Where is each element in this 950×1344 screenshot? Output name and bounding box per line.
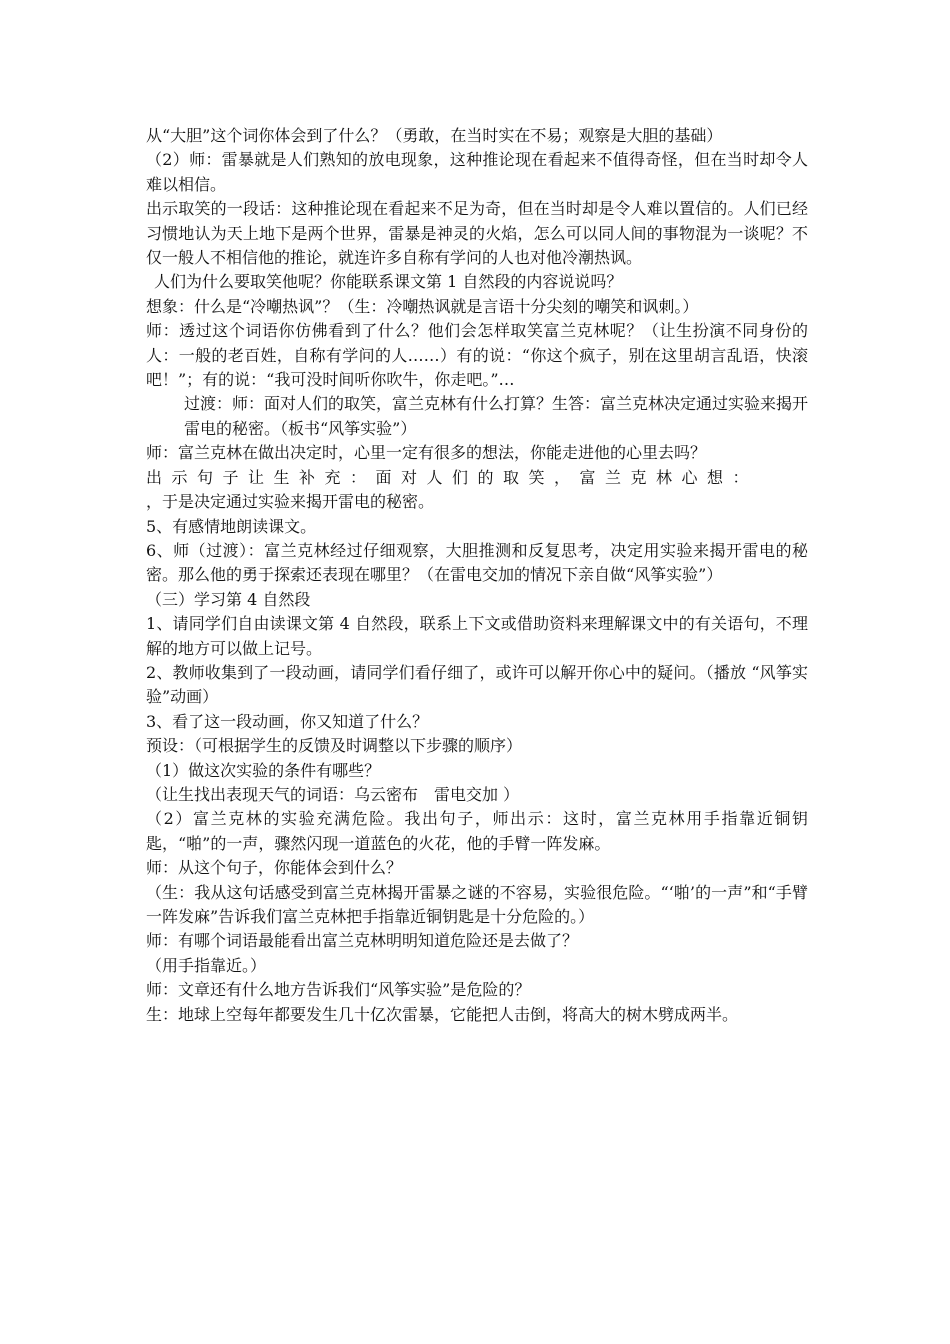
list-item: 3、看了这一段动画，你又知道了什么？	[146, 711, 429, 731]
paragraph: （生：我从这句话感受到富兰克林揭开雷暴之谜的不容易，实验很危险。“‘啪’的一声”和“手臂一阵发麻”告诉我们富兰克林把手指靠近铜钥匙是十分危险的。）	[146, 882, 808, 926]
paragraph: （1）做这次实验的条件有哪些？	[146, 760, 381, 780]
paragraph: 师：文章还有什么地方告诉我们“风筝实验”是危险的？	[146, 980, 531, 1000]
paragraph: （用手指靠近。）	[146, 955, 267, 975]
list-item: 2、教师收集到了一段动画，请同学们看仔细了，或许可以解开你心中的疑问。（播放 “风筝实验”动画）	[146, 662, 808, 707]
fill-in-prompt: 出示句子让生补充：面对人们的取笑，富兰克林心想：	[146, 467, 759, 487]
paragraph: 人们为什么要取笑他呢？你能联系课文第 1 自然段的内容说说吗？	[154, 272, 623, 292]
paragraph: （2）师：雷暴就是人们熟知的放电现象，这种推论现在看起来不值得奇怪，但在当时却令人难以相信。	[146, 150, 808, 194]
paragraph: 从“大胆”这个词你体会到了什么？（勇敢，在当时实在不易；观察是大胆的基础）	[146, 126, 723, 145]
paragraph: 想象：什么是“冷嘲热讽”？（生：冷嘲热讽就是言语十分尖刻的嘲笑和讽刺。）	[146, 296, 699, 316]
paragraph: （让生找出表现天气的词语：乌云密布 雷电交加 ）	[146, 784, 520, 804]
paragraph: 过渡：师：面对人们的取笑，富兰克林有什么打算？生答：富兰克林决定通过实验来揭开雷电的秘密。（板书“风筝实验”）	[184, 394, 809, 438]
paragraph: 师：透过这个词语你仿佛看到了什么？他们会怎样取笑富兰克林呢？（让生扮演不同身份的人：一般的老百姓，自称有学问的人……）有的说：“你这个疯子，别在这里胡言乱语，快滚吧！”；有的说：“我可没时间听你吹牛，你走吧。”…	[146, 321, 808, 390]
list-item: 5、有感情地朗读课文。	[146, 516, 317, 536]
list-item: 1、请同学们自由读课文第 4 自然段，联系上下文或借助资料来理解课文中的有关语句，不理解的地方可以做上记号。	[146, 614, 808, 658]
section-heading: （三）学习第 4 自然段	[146, 589, 311, 609]
paragraph: 生：地球上空每年都要发生几十亿次雷暴，它能把人击倒，将高大的树木劈成两半。	[146, 1004, 739, 1024]
paragraph: 师：有哪个词语最能看出富兰克林明明知道危险还是去做了？	[146, 931, 579, 951]
paragraph: 师：富兰克林在做出决定时，心里一定有很多的想法，你能走进他的心里去吗？	[146, 443, 707, 463]
paragraph: 出示取笑的一段话：这种推论现在看起来不足为奇，但在当时却是令人难以置信的。人们已经习惯地认为天上地下是两个世界，雷暴是神灵的火焰，怎么可以同人间的事物混为一谈呢？不仅一般人不相信他的推论，就连许多自称有学问的人也对他冷潮热讽。	[146, 199, 808, 268]
paragraph: （2）富兰克林的实验充满危险。我出句子，师出示：这时，富兰克林用手指靠近铜钥匙，“啪”的一声，骤然闪现一道蓝色的火花，他的手臂一阵发麻。	[146, 809, 808, 853]
lesson-plan-text	[146, 124, 808, 1027]
paragraph: 师：从这个句子，你能体会到什么？	[146, 858, 403, 878]
list-item: 6、师（过渡）：富兰克林经过仔细观察，大胆推测和反复思考，决定用实验来揭开雷电的秘密。那么他的勇于探索还表现在哪里？（在雷电交加的情况下亲自做“风筝实验”）	[146, 540, 808, 585]
paragraph: ，于是决定通过实验来揭开雷电的秘密。	[146, 492, 435, 512]
paragraph: 预设：（可根据学生的反馈及时调整以下步骤的顺序）	[146, 736, 523, 756]
